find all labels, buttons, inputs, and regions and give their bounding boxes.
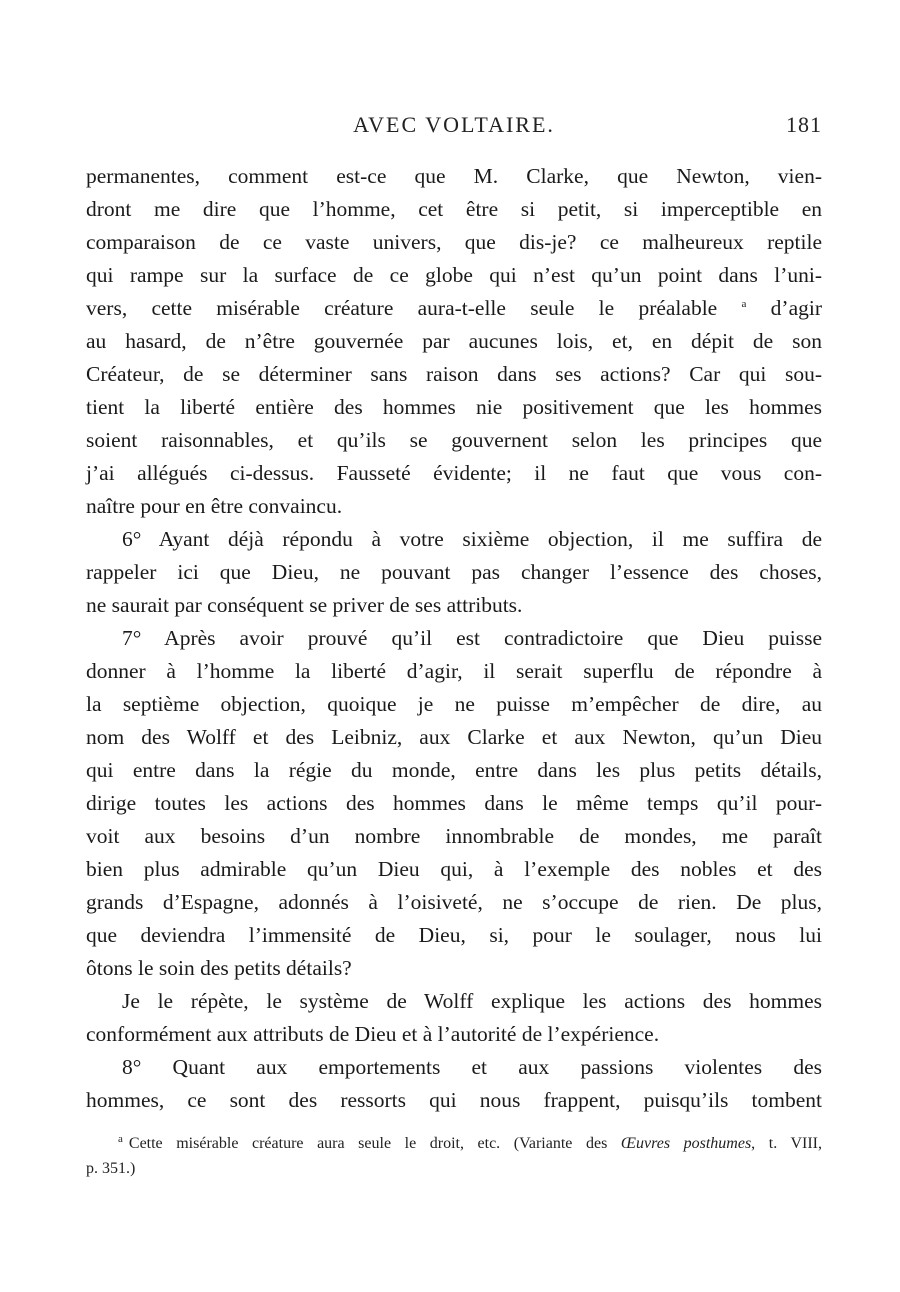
footnote-line: p. 351.) xyxy=(86,1160,136,1177)
text-line: hommes, ce sont des ressorts qui nous frappent, puisqu’ils tombent xyxy=(86,1088,822,1112)
text-line: bien plus admirable qu’un Dieu qui, à l’exemple des nobles et des xyxy=(86,857,822,881)
text-line: dront me dire que l’homme, cet être si petit, si imperceptible en xyxy=(86,197,822,221)
paragraph-start-repete: Je le répète, le système de Wolff explique les actions des hommes xyxy=(122,989,822,1013)
paragraph-start-8: 8° Quant aux emportements et aux passions violentes des xyxy=(122,1055,822,1079)
footnote-text: Cette misérable créature aura seule le droit, etc. (Variante des xyxy=(128,1135,621,1152)
paragraph-start-6: 6° Ayant déjà répondu à votre sixième objection, il me suffira de xyxy=(122,527,822,551)
text-line: Créateur, de se déterminer sans raison dans ses actions? Car qui sou- xyxy=(86,362,822,386)
text-line: j’ai allégués ci-dessus. Fausseté évidente; il ne faut que vous con- xyxy=(86,461,822,485)
text-line: rappeler ici que Dieu, ne pouvant pas changer l’essence des choses, xyxy=(86,560,822,584)
text-line: qui entre dans la régie du monde, entre dans les plus petits détails, xyxy=(86,758,822,782)
footnote-marker: a xyxy=(118,1132,123,1145)
text-line: nom des Wolff et des Leibniz, aux Clarke et aux Newton, qu’un Dieu xyxy=(86,725,822,749)
footnote xyxy=(86,1131,822,1181)
text-line: permanentes, comment est-ce que M. Clarke, que Newton, vien- xyxy=(86,164,822,188)
page-number: 181 xyxy=(786,112,822,137)
running-title: AVEC VOLTAIRE. xyxy=(353,112,555,137)
text-line: que deviendra l’immensité de Dieu, si, pour le soulager, nous lui xyxy=(86,923,822,947)
text-line: ne saurait par conséquent se priver de ses attributs. xyxy=(86,593,523,617)
text-line: grands d’Espagne, adonnés à l’oisiveté, ne s’occupe de rien. De plus, xyxy=(86,890,822,914)
text-line: donner à l’homme la liberté d’agir, il serait superflu de répondre à xyxy=(86,659,822,683)
footnote-italic-title: Œuvres posthumes xyxy=(620,1135,752,1152)
text-segment: d’agir xyxy=(770,296,823,320)
text-line: tient la liberté entière des hommes nie positivement que les hommes xyxy=(86,395,822,419)
text-line: conformément aux attributs de Dieu et à l’autorité de l’expérience. xyxy=(86,1022,660,1046)
text-line-with-footnote xyxy=(86,292,822,325)
text-line: qui rampe sur la surface de ce globe qui n’est qu’un point dans l’uni- xyxy=(86,263,822,287)
text-line: ôtons le soin des petits détails? xyxy=(86,956,352,980)
text-line: voit aux besoins d’un nombre innombrable de mondes, me paraît xyxy=(86,824,822,848)
footnote-text: , t. VIII, xyxy=(751,1135,823,1152)
text-line: dirige toutes les actions des hommes dans le même temps qu’il pour- xyxy=(86,791,822,815)
text-line: naître pour en être convaincu. xyxy=(86,494,343,518)
text-line: la septième objection, quoique je ne puisse m’empêcher de dire, au xyxy=(86,692,822,716)
paragraph-start-7: 7° Après avoir prouvé qu’il est contradictoire que Dieu puisse xyxy=(122,626,822,650)
page-header xyxy=(86,112,822,146)
text-line: comparaison de ce vaste univers, que dis-je? ce malheureux reptile xyxy=(86,230,822,254)
body-text xyxy=(86,160,822,1117)
text-segment: vers, cette misérable créature aura-t-elle seule le préalable xyxy=(86,296,718,320)
text-line: soient raisonnables, et qu’ils se gouvernent selon les principes que xyxy=(86,428,822,452)
text-line: au hasard, de n’être gouvernée par aucunes lois, et, en dépit de son xyxy=(86,329,822,353)
footnote-line xyxy=(86,1131,822,1156)
footnote-reference[interactable]: a xyxy=(741,297,747,310)
